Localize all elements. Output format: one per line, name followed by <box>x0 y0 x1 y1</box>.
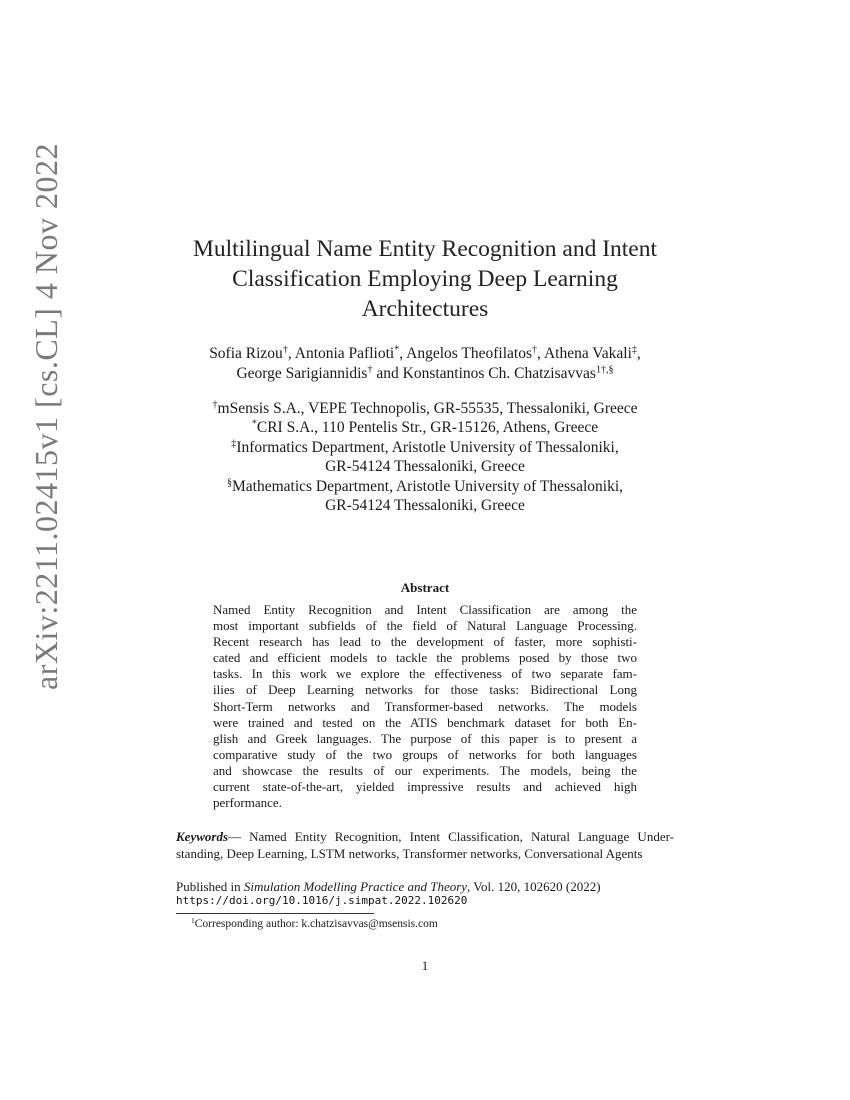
affiliation-mark: * <box>251 418 257 430</box>
author-name: Angelos Theofilatos <box>406 345 532 362</box>
arxiv-identifier: arXiv:2211.02415v1 [cs.CL] 4 Nov 2022 <box>28 142 64 690</box>
author-name: Athena Vakali <box>543 345 632 362</box>
author-line <box>140 364 710 384</box>
affiliation-line <box>140 418 710 437</box>
affiliation-line <box>140 438 710 457</box>
author-list <box>140 344 710 384</box>
footnote-mark: 1 <box>191 915 195 925</box>
publication-note <box>176 878 601 895</box>
affiliation-mark: § <box>226 477 232 489</box>
page-number: 1 <box>421 958 429 973</box>
title-line: Architectures <box>361 296 489 322</box>
affiliation-line <box>140 477 710 496</box>
abstract-line: cated and efficient models to tackle the problems posed by those two <box>213 650 637 666</box>
author-affiliation-mark: ‡ <box>631 344 637 356</box>
abstract-line: Recent research has lead to the development of faster, more sophisti- <box>213 634 637 650</box>
affiliation-text: Informatics Department, Aristotle University of Thessaloniki, <box>236 438 619 456</box>
paper-title <box>150 234 700 324</box>
affiliation-line: GR-54124 Thessaloniki, Greece <box>325 497 525 515</box>
abstract-line: performance. <box>213 795 282 811</box>
author-name: Sofia Rizou <box>209 345 283 362</box>
abstract-line: and showcase the results of our experiments. The models, being the <box>213 762 637 778</box>
keywords-line: standing, Deep Learning, LSTM networks, Transformer networks, Conversational Agents <box>176 846 643 861</box>
abstract-body <box>213 602 637 811</box>
keywords-text: — Named Entity Recognition, Intent Classification, Natural Language Under- <box>228 829 674 844</box>
journal-name: Simulation Modelling Practice and Theory <box>243 879 468 894</box>
abstract-line: glish and Greek languages. The purpose of this paper is to present a <box>213 730 637 746</box>
author-affiliation-mark: † <box>282 344 288 356</box>
abstract-line: tasks. In this work we explore the effectiveness of two separate fam- <box>213 666 637 682</box>
affiliation-text: CRI S.A., 110 Pentelis Str., GR-15126, Athens, Greece <box>256 419 599 437</box>
abstract-line: comparative study of the two groups of networks for both languages <box>213 746 637 762</box>
keywords-label: Keywords <box>176 829 228 844</box>
author-affiliation-mark: † <box>367 364 373 376</box>
keywords-line <box>176 828 674 845</box>
published-suffix: , Vol. 120, 102620 (2022) <box>467 879 601 894</box>
abstract-line: ilies of Deep Learning networks for those tasks: Bidirectional Long <box>213 682 637 698</box>
abstract-line: were trained and tested on the ATIS benchmark dataset for both En- <box>213 714 637 730</box>
footnote-text: Corresponding author: k.chatzisavvas@msensis.com <box>194 918 438 930</box>
doi-link[interactable]: https://doi.org/10.1016/j.simpat.2022.102620 <box>176 894 468 907</box>
keywords-block <box>176 828 674 862</box>
affiliation-text: Mathematics Department, Aristotle University of Thessaloniki, <box>232 477 624 495</box>
published-prefix: Published in <box>176 879 241 894</box>
author-affiliation-mark: 1†,§ <box>595 364 614 376</box>
abstract-line: Short-Term networks and Transformer-based networks. The models <box>213 698 637 714</box>
footnote <box>191 915 438 930</box>
author-name: George Sarigiannidis <box>236 365 368 382</box>
affiliation-text: mSensis S.A., VEPE Technopolis, GR-55535, Thessaloniki, Greece <box>217 400 638 417</box>
abstract-heading: Abstract <box>400 580 450 595</box>
abstract-line: most important subfields of the field of Natural Language Processing. <box>213 618 637 634</box>
affiliation-line: GR-54124 Thessaloniki, Greece <box>325 458 525 476</box>
author-line: Sofia Rizou†, Antonia Paflioti*, Angelos Theofilatos†, Athena Vakali‡, <box>209 344 641 362</box>
affiliation-list <box>140 399 710 515</box>
title-line: Multilingual Name Entity Recognition and Intent <box>192 236 658 262</box>
abstract-line: current state-of-the-art, yielded impressive results and achieved high <box>213 779 637 795</box>
author-joiner: and <box>376 365 399 382</box>
author-name: Konstantinos Ch. Chatzisavvas <box>402 365 596 382</box>
title-line: Classification Employing Deep Learning <box>232 266 618 292</box>
author-affiliation-mark: * <box>394 344 400 356</box>
author-name: Antonia Paflioti <box>294 345 395 362</box>
affiliation-line <box>140 399 710 418</box>
footnote-divider <box>176 913 374 914</box>
author-affiliation-mark: † <box>532 344 538 356</box>
affiliation-mark: ‡ <box>231 438 237 450</box>
abstract-line: Named Entity Recognition and Intent Classification are among the <box>213 602 637 617</box>
affiliation-mark: † <box>212 399 218 411</box>
